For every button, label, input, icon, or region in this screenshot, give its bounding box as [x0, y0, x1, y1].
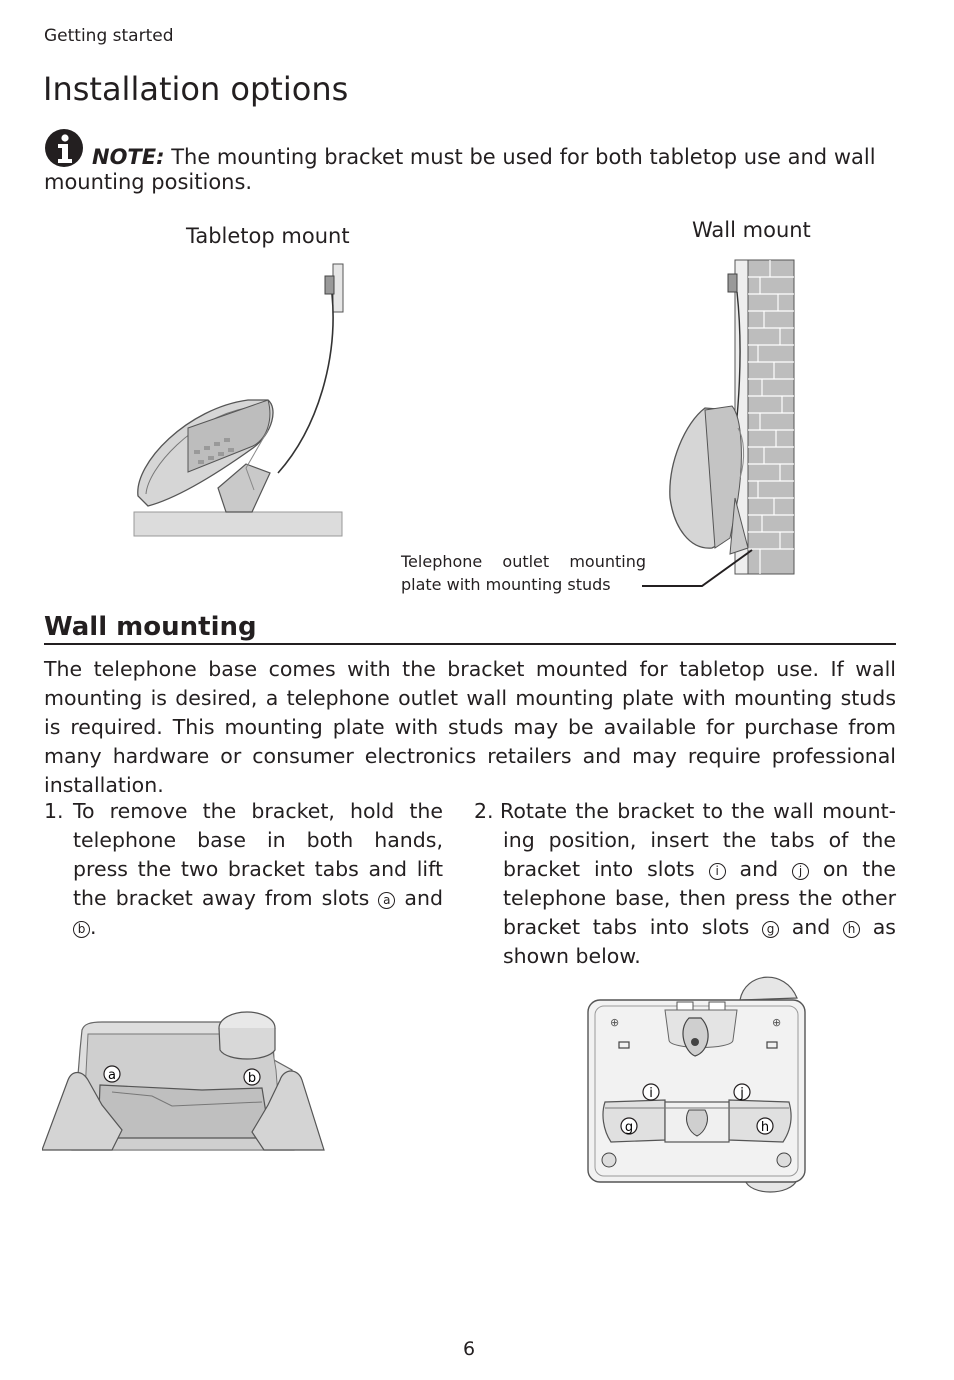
slot-g-badge: g [762, 921, 779, 938]
diagram-label-g [621, 1118, 637, 1135]
diagram-label-a [104, 1066, 120, 1083]
slot-a-badge: a [378, 892, 395, 909]
svg-text:⊕: ⊕ [610, 1016, 620, 1029]
svg-text:j: j [740, 1086, 744, 1101]
svg-text:b: b [247, 1071, 257, 1086]
wall-mounting-paragraph: The telephone base comes with the bracket mounted for tabletop use. If wall mounting is desired, a telephone outlet wall mounting plate with mounting studs is required. This mounting plate with studs may be available for purchase from many hardware or consumer electronics retailers and may require professional installation. [44, 657, 896, 797]
bracket-removal-illustration [42, 1010, 326, 1156]
step-number: 2. [474, 799, 494, 823]
tabletop-mount-illustration [128, 258, 350, 540]
heading-rule [44, 643, 896, 645]
wall-mount-label: Wall mount [692, 218, 811, 242]
svg-text:g: g [624, 1120, 634, 1135]
base-underside-illustration [585, 970, 809, 1198]
diagram-label-j [734, 1084, 750, 1101]
slot-b-badge: b [73, 921, 90, 938]
diagram-label-b [244, 1069, 260, 1086]
svg-text:⊕: ⊕ [772, 1016, 782, 1029]
note-text: The mounting bracket must be used for both tabletop use and wall mounting positions. [44, 145, 876, 194]
note-label: NOTE: [92, 145, 165, 169]
slot-i-badge: i [709, 863, 726, 880]
svg-text:i: i [649, 1086, 653, 1101]
tabletop-mount-label: Tabletop mount [186, 224, 350, 248]
svg-text:h: h [760, 1120, 770, 1135]
callout-leader [640, 540, 760, 590]
diagram-label-h [757, 1118, 773, 1135]
svg-text:a: a [108, 1068, 116, 1083]
outlet-plate-callout [401, 550, 646, 596]
callout-line-1: Telephone outlet mounting [401, 552, 646, 571]
slot-h-badge: h [843, 921, 860, 938]
info-icon [44, 128, 90, 168]
wall-mounting-heading: Wall mounting [44, 612, 257, 642]
page-title: Installation options [43, 70, 349, 108]
note [44, 128, 904, 195]
slot-j-badge: j [792, 863, 809, 880]
callout-line-2: plate with mounting studs [401, 575, 611, 594]
step-2: 2. Rotate the bracket to the wall mount-ing position, insert the tabs of the bracket into slots i and j on the telephone base, then press the other bracket tabs into slots g and h as shown below. [474, 799, 896, 968]
page-number: 6 [462, 1338, 476, 1360]
diagram-label-i [643, 1084, 659, 1101]
section-label: Getting started [44, 26, 174, 46]
step-number: 1. [44, 799, 64, 823]
step-1: 1. To remove the bracket, hold the telephone base in both hands, press the two bracket tabs and lift the bracket away from slots a and b . [44, 799, 443, 939]
wall-mount-illustration [660, 258, 800, 580]
